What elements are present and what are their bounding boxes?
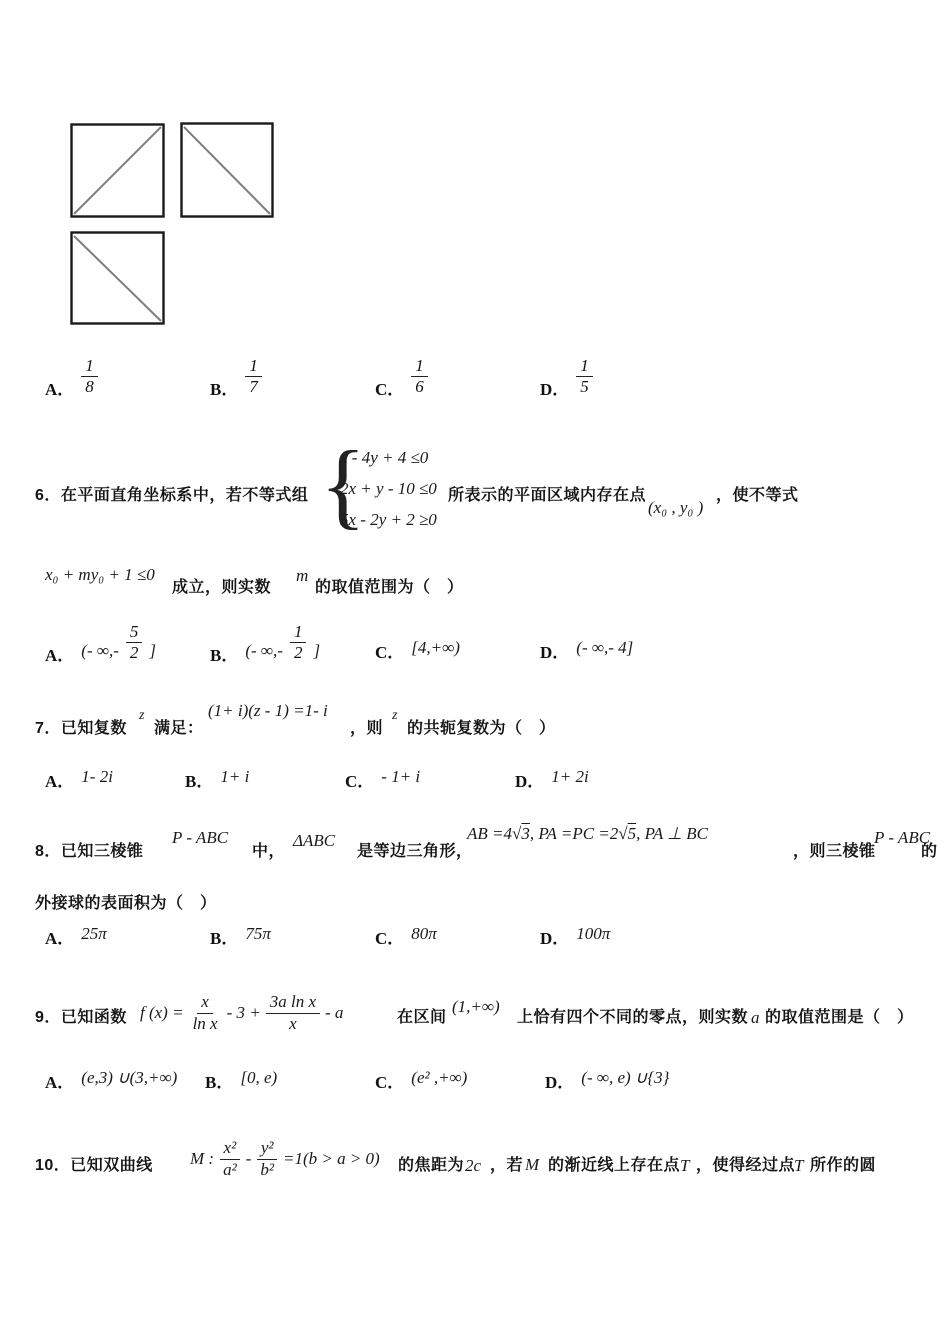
q6-options-row bbox=[0, 620, 950, 684]
formula-mid: - 3 + bbox=[226, 1003, 261, 1022]
fraction-numerator: y² bbox=[257, 1138, 278, 1159]
q5-options-row bbox=[0, 356, 950, 410]
q8-var-pabc1: P - ABC bbox=[172, 828, 229, 847]
option-text: (- ∞, e) ∪{3} bbox=[581, 1068, 670, 1087]
formula-head: f (x) = bbox=[140, 1003, 184, 1022]
option-label: D． bbox=[545, 1073, 575, 1092]
q8-option-a bbox=[45, 924, 107, 949]
fraction bbox=[219, 1138, 241, 1180]
q10-var-m: M bbox=[525, 1155, 540, 1174]
option-label: A． bbox=[45, 929, 75, 948]
q8-var-pabc2: P - ABC bbox=[874, 828, 931, 847]
fraction bbox=[576, 356, 593, 398]
q7-option-a bbox=[45, 767, 113, 792]
fraction bbox=[411, 356, 428, 398]
q7-intro: 7．已知复数 bbox=[35, 720, 127, 737]
option-label: B． bbox=[210, 379, 239, 399]
q10-text2: 的焦距为 bbox=[398, 1157, 465, 1174]
option-label: C． bbox=[375, 643, 405, 662]
q10-var-t2: T bbox=[794, 1156, 804, 1175]
option-text-post: ] bbox=[149, 640, 157, 660]
q10-var-2c: 2c bbox=[465, 1156, 482, 1175]
fraction-numerator: 1 bbox=[290, 622, 307, 643]
radical-sign: √ bbox=[618, 824, 628, 843]
q9-text4: 的取值范围是（ ） bbox=[765, 1009, 914, 1026]
option-text: 75π bbox=[245, 924, 271, 943]
q7-text2: 满足： bbox=[154, 720, 204, 737]
q8-text4: ，则三棱锥 bbox=[793, 843, 876, 860]
q8-option-b bbox=[210, 924, 271, 949]
q6-point: (x₀ , y₀ ) bbox=[648, 498, 704, 517]
formula-minus: - bbox=[245, 1149, 252, 1168]
q8-option-c bbox=[375, 924, 437, 949]
q5-option-c bbox=[375, 356, 428, 400]
option-label: A． bbox=[45, 1073, 75, 1092]
fraction-denominator: 2 bbox=[129, 643, 139, 663]
fraction bbox=[256, 1138, 278, 1180]
option-label: C． bbox=[375, 1073, 405, 1092]
q7-option-c bbox=[345, 767, 420, 792]
formula-part: , PA ⊥ BC bbox=[636, 824, 708, 843]
q9-options-row bbox=[0, 1060, 950, 1108]
option-label: A． bbox=[45, 379, 75, 399]
q6-after-system: 所表示的平面区域内存在点 bbox=[448, 487, 647, 504]
q7-text3: ，则 bbox=[350, 720, 384, 737]
option-label: A． bbox=[45, 772, 75, 791]
q7-text4: 的共轭复数为（ ） bbox=[407, 720, 556, 737]
system-brace: { bbox=[320, 431, 367, 538]
option-label: D． bbox=[515, 772, 545, 791]
q7-formula: (1+ i)(z - 1) =1- i bbox=[208, 701, 328, 720]
q10-var-t1: T bbox=[680, 1156, 690, 1175]
q8-options-row bbox=[0, 920, 950, 964]
q9-text3: 上恰有四个不同的零点，则实数 bbox=[517, 1009, 749, 1026]
q9-var-a: a bbox=[751, 1008, 760, 1027]
formula-part: , PA =PC =2 bbox=[529, 824, 619, 843]
q8-formula bbox=[467, 824, 708, 844]
option-text-post: ] bbox=[313, 640, 321, 660]
q7-option-d bbox=[515, 767, 589, 792]
q6-intro: 6．在平面直角坐标系中，若不等式组 bbox=[35, 487, 309, 504]
fraction-numerator: 1 bbox=[411, 356, 428, 377]
option-text: [4,+∞) bbox=[411, 638, 460, 657]
q9-intro: 9．已知函数 bbox=[35, 1009, 127, 1026]
option-text: 1+ 2i bbox=[551, 767, 589, 786]
system-line-3: 5x - 2y + 2 ≥0 bbox=[340, 510, 437, 529]
formula-tail: - a bbox=[325, 1003, 344, 1022]
option-label: A． bbox=[45, 645, 75, 665]
fraction-denominator: 7 bbox=[249, 377, 258, 397]
q7-var-z1: z bbox=[139, 708, 145, 723]
fraction bbox=[81, 356, 98, 398]
fraction-numerator: x bbox=[197, 992, 213, 1013]
fraction bbox=[189, 992, 222, 1034]
option-label: C． bbox=[345, 772, 375, 791]
option-text: 25π bbox=[81, 924, 107, 943]
option-text: (e,3) ∪(3,+∞) bbox=[81, 1068, 178, 1087]
q7-option-b bbox=[185, 767, 249, 792]
option-text: - 1+ i bbox=[381, 767, 421, 786]
q8-text5: 的 bbox=[921, 843, 938, 860]
q8-var-triangle: ΔABC bbox=[293, 831, 336, 850]
q9-interval: (1,+∞) bbox=[452, 997, 500, 1016]
option-label: D． bbox=[540, 929, 570, 948]
option-label: B． bbox=[185, 772, 214, 791]
fraction-denominator: x bbox=[289, 1013, 297, 1033]
q6-option-b bbox=[210, 622, 320, 666]
q6-inequality-system bbox=[340, 442, 437, 535]
q6-condition-formula: x₀ + my₀ + 1 ≤0 bbox=[45, 565, 155, 584]
square-figure-1 bbox=[70, 123, 165, 218]
option-text: [0, e) bbox=[240, 1068, 278, 1087]
option-label: C． bbox=[375, 379, 405, 399]
system-line-1: x - 4y + 4 ≤0 bbox=[340, 448, 429, 467]
q10-text4: 的渐近线上存在点 bbox=[548, 1157, 681, 1174]
square-figure-3 bbox=[70, 231, 165, 325]
option-text-pre: (- ∞,- bbox=[81, 640, 119, 660]
q6-condition-text2: 的取值范围为（ ） bbox=[315, 579, 464, 596]
q10-intro: 10．已知双曲线 bbox=[35, 1157, 153, 1174]
fraction-numerator: 1 bbox=[81, 356, 98, 377]
square-figure-2 bbox=[180, 122, 274, 218]
q6-condition-var: m bbox=[296, 566, 309, 585]
option-text: 100π bbox=[576, 924, 611, 943]
radicand: 3 bbox=[521, 824, 530, 843]
option-label: C． bbox=[375, 929, 405, 948]
q9-option-d bbox=[545, 1068, 669, 1093]
option-label: B． bbox=[205, 1073, 234, 1092]
fraction-numerator: 5 bbox=[126, 622, 143, 643]
fraction-denominator: 5 bbox=[580, 377, 589, 397]
q8-line2: 外接球的表面积为（ ） bbox=[35, 895, 217, 912]
fraction bbox=[290, 622, 307, 664]
q5-option-a bbox=[45, 356, 98, 400]
q10-formula bbox=[190, 1130, 380, 1188]
q5-option-d bbox=[540, 356, 593, 400]
fraction-denominator: b² bbox=[260, 1159, 274, 1179]
fraction-denominator: 2 bbox=[293, 643, 303, 663]
option-text: (- ∞,- 4] bbox=[576, 638, 634, 657]
option-text: (e² ,+∞) bbox=[411, 1068, 468, 1087]
q10-text6: 所作的圆 bbox=[810, 1157, 877, 1174]
q6-option-a bbox=[45, 622, 156, 666]
q6-condition-text1: 成立，则实数 bbox=[172, 579, 272, 596]
fraction bbox=[266, 992, 320, 1034]
q8-text2: 中， bbox=[252, 843, 286, 860]
option-text-pre: (- ∞,- bbox=[245, 640, 283, 660]
fraction bbox=[126, 622, 143, 664]
fraction-numerator: 3a ln x bbox=[266, 992, 320, 1013]
formula-tail: =1(b > a > 0) bbox=[282, 1149, 380, 1168]
q6-option-d bbox=[540, 638, 633, 663]
fraction-denominator: 6 bbox=[415, 377, 424, 397]
q6-after-point: ，使不等式 bbox=[716, 487, 799, 504]
q9-option-c bbox=[375, 1068, 467, 1093]
q10-text3: ，若 bbox=[490, 1157, 524, 1174]
q6-option-c bbox=[375, 638, 460, 663]
q9-option-b bbox=[205, 1068, 277, 1093]
option-label: B． bbox=[210, 929, 239, 948]
formula-head: M : bbox=[190, 1149, 215, 1168]
q5-option-b bbox=[210, 356, 262, 400]
option-text: 80π bbox=[411, 924, 437, 943]
q8-text3: 是等边三角形， bbox=[357, 843, 473, 860]
q8-option-d bbox=[540, 924, 610, 949]
q9-option-a bbox=[45, 1068, 177, 1093]
fraction-denominator: ln x bbox=[192, 1013, 218, 1033]
q7-options-row bbox=[0, 763, 950, 807]
q10-text5: ，使得经过点 bbox=[696, 1157, 796, 1174]
option-label: B． bbox=[210, 645, 239, 665]
fraction-numerator: 1 bbox=[245, 356, 262, 377]
option-text: 1+ i bbox=[220, 767, 250, 786]
formula-part: AB =4 bbox=[467, 824, 512, 843]
fraction-numerator: x² bbox=[220, 1138, 241, 1159]
fraction-denominator: a² bbox=[223, 1159, 237, 1179]
q9-formula bbox=[140, 986, 343, 1040]
option-label: D． bbox=[540, 643, 570, 662]
fraction-denominator: 8 bbox=[85, 377, 94, 397]
fraction-numerator: 1 bbox=[576, 356, 593, 377]
q8-intro: 8．已知三棱锥 bbox=[35, 843, 144, 860]
option-text: 1- 2i bbox=[81, 767, 113, 786]
fraction bbox=[245, 356, 262, 398]
radicand: 5 bbox=[627, 824, 637, 843]
system-line-2: 2x + y - 10 ≤0 bbox=[340, 479, 437, 498]
radical-sign: √ bbox=[512, 824, 522, 843]
option-label: D． bbox=[540, 379, 570, 399]
q9-text2: 在区间 bbox=[397, 1009, 447, 1026]
q7-var-z2: z bbox=[392, 708, 398, 723]
